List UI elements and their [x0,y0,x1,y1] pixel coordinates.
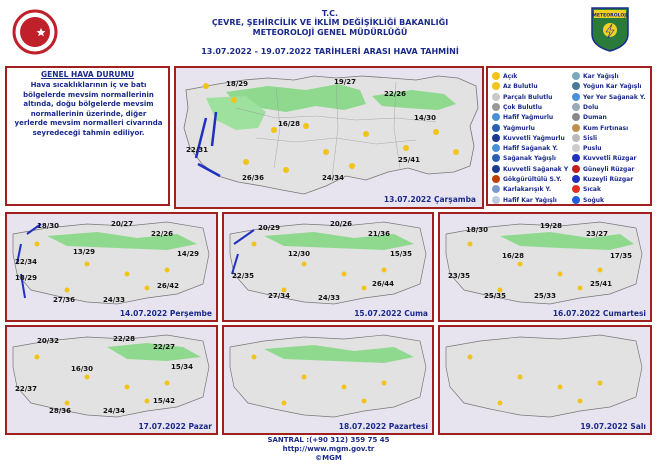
legend-item [572,196,604,204]
legend-label: Gökgürültülü S.Y. [503,176,562,183]
shower-icon [492,154,500,162]
temp-label: 20/27 [111,220,134,228]
haze-icon [572,144,580,152]
legend-item [492,103,542,111]
map-date-label: 13.07.2022 Çarşamba [383,195,476,204]
legend-label: Sisli [583,134,598,142]
temp-label: 26/36 [242,174,265,182]
legend-item [572,113,607,121]
temp-label: 16/28 [278,120,301,128]
legend-item [572,124,628,132]
legend-label: Kar Yağışlı [583,73,619,80]
temp-label: 18/29 [226,80,249,88]
legend-label: Güneyli Rüzgar [583,165,635,173]
header-forecast-title: 13.07.2022 - 19.07.2022 TARİHLERİ ARASI HAVA TAHMİNİ [201,47,459,56]
legend-item [492,144,558,152]
legend-item [492,134,565,142]
map-date-label: 16.07.2022 Cumartesi [552,309,646,318]
rain-icon [492,124,500,132]
map-date-label: 15.07.2022 Cuma [354,309,428,318]
temp-label: 12/30 [288,250,311,258]
temp-label: 22/35 [232,272,255,280]
hot-icon [572,185,580,193]
legend-label: Parçalı Bulutlu [503,93,553,101]
temp-label: 26/42 [157,282,180,290]
temp-label: 13/29 [73,248,96,256]
temp-label: 20/32 [37,337,60,345]
light-snow-icon [492,196,500,204]
legend-item [572,72,619,80]
legend-label: Kum Fırtınası [583,124,629,132]
cloud-sun-icon [492,93,500,101]
heavy-snow-icon [572,82,580,90]
smoke-icon [572,113,580,121]
legend-label: Karlakarışık Y. [503,186,552,194]
legend-label: Puslu [583,145,602,153]
map-19 [438,325,652,435]
legend-item [492,124,535,132]
map-16 [438,212,652,322]
legend-label: Kuzeyli Rüzgar [583,176,634,183]
map-15 [222,212,434,322]
temp-label: 22/26 [151,230,174,238]
temp-label: 18/30 [37,222,60,230]
temp-label: 17/35 [610,252,633,260]
temp-label: 25/35 [484,292,507,300]
general-forecast-text: Hava sıcaklıklarının iç ve batı bölgelerde mevsim normallerinin altında, doğu bölgelerde mevsim normallerinin üzerinde, diğer yerlerde mevsim normalleri civarında seyredeceği tahmin ediliyor. [14,81,163,137]
legend-label: Hafif Kar Yağışlı [503,196,557,204]
legend-item [572,103,598,111]
temp-label: 25/33 [534,292,557,300]
map-date-label: 18.07.2022 Pazartesi [338,422,428,431]
mgm-logo-text: METEOROLOJİ [592,13,628,19]
snow-icon [572,72,580,80]
temp-label: 14/29 [177,250,200,258]
temp-label: 25/41 [590,280,613,288]
north-wind-icon [572,175,580,183]
header-tc: T.C. [321,9,339,18]
legend-label: Yağmurlu [503,124,535,132]
hail-icon [572,103,580,111]
header-ministry: ÇEVRE, ŞEHİRCİLİK VE İKLİM DEĞİŞİKLİĞİ BAKANLIĞI [211,18,449,27]
fog-icon [572,134,580,142]
header-mgm: METEOROLOJİ GENEL MÜDÜRLÜĞÜ [252,28,408,37]
legend-item [572,175,633,183]
sleet-icon [492,185,500,193]
temp-label: 16/30 [71,365,94,373]
temp-label: 24/34 [322,174,345,182]
temp-label: 20/26 [330,220,353,228]
legend-item [492,165,568,173]
temp-label: 20/29 [258,224,281,232]
temp-label: 19/27 [334,78,357,86]
temp-label: 22/31 [186,146,209,154]
heavy-shower-icon [492,165,500,173]
map-18 [222,325,434,435]
legend-label: Kuvvetli Rüzgar [583,155,637,163]
partly-sun-icon [492,82,500,90]
temp-label: 22/27 [153,343,176,351]
ministry-logo [12,8,58,56]
legend-item [572,154,636,162]
south-wind-icon [572,165,580,173]
sandstorm-icon [572,124,580,132]
temp-label: 22/28 [113,335,136,343]
sun-icon [492,72,500,80]
temp-label: 27/34 [268,292,291,300]
map-date-label: 17.07.2022 Pazar [138,422,212,431]
temp-label: 19/28 [540,222,563,230]
temp-label: 23/35 [448,272,471,280]
legend-label: Yer Yer Sağanak Y. [583,93,646,101]
legend-label: Kuvvetli Yağmurlu [503,134,565,142]
legend-label: Soğuk [583,196,604,204]
legend-label: Açık [503,73,518,80]
general-forecast-box [5,66,170,206]
legend-item [492,82,538,90]
legend-item [492,72,517,80]
legend-label: Hafif Sağanak Y. [503,145,558,153]
header [0,0,657,62]
legend-item [572,93,646,101]
temp-label: 24/33 [103,296,126,304]
legend-item [492,154,556,162]
strong-wind-icon [572,154,580,162]
mgm-logo [590,6,630,52]
legend-label: Sağanak Yağışlı [503,155,556,163]
cold-icon [572,196,580,204]
legend-item [572,185,601,193]
turkey-map-main [176,68,482,207]
map-date-label: 19.07.2022 Salı [580,422,646,431]
legend-item [572,144,602,152]
temp-label: 16/28 [502,252,525,260]
temp-label: 15/35 [390,250,413,258]
footer-url[interactable]: http://www.mgm.gov.tr [282,445,375,453]
temp-label: 25/41 [398,156,421,164]
temp-label: 18/29 [15,274,38,282]
temp-label: 14/30 [414,114,437,122]
legend-label: Kuvvetli Sağanak Y [503,165,569,173]
map-date-label: 14.07.2022 Perşembe [119,309,212,318]
legend [486,66,652,206]
light-rain-icon [492,113,500,121]
temp-label: 24/33 [318,294,341,302]
temp-label: 24/34 [103,407,126,415]
temp-label: 23/27 [586,230,609,238]
thunderstorm-icon [492,175,500,183]
legend-item [572,82,641,90]
legend-item [492,93,552,101]
footer-phone: SANTRAL :(+90 312) 359 75 45 [267,436,390,444]
legend-item [492,113,553,121]
temp-label: 22/37 [15,385,38,393]
temp-label: 22/26 [384,90,407,98]
legend-label: Çok Bulutlu [503,103,542,111]
legend-label: Hafif Yağmurlu [503,114,554,122]
legend-label: Yoğun Kar Yağışlı [583,83,642,91]
temp-label: 18/30 [466,226,489,234]
temp-label: 21/36 [368,230,391,238]
temp-label: 27/36 [53,296,76,304]
legend-item [572,165,634,173]
footer-copyright: ©MGM [315,454,342,462]
legend-label: Sıcak [583,186,601,194]
temp-label: 22/34 [15,258,38,266]
map-main-13 [174,66,484,209]
legend-item [492,185,551,193]
temp-label: 15/42 [153,397,176,405]
legend-label: Dolu [583,103,599,111]
legend-label: Az Bulutlu [503,83,538,91]
temp-label: 26/44 [372,280,395,288]
general-forecast-title: GENEL HAVA DURUMU [40,70,135,79]
scattered-shower-icon [572,93,580,101]
temp-label: 28/36 [49,407,72,415]
map-17 [5,325,218,435]
light-shower-icon [492,144,500,152]
heavy-rain-icon [492,134,500,142]
temp-label: 15/34 [171,363,194,371]
cloud-icon [492,103,500,111]
legend-item [572,134,597,142]
legend-item [492,196,557,204]
map-14 [5,212,218,322]
footer [0,436,657,463]
legend-label: Duman [583,114,607,122]
legend-item [492,175,562,183]
